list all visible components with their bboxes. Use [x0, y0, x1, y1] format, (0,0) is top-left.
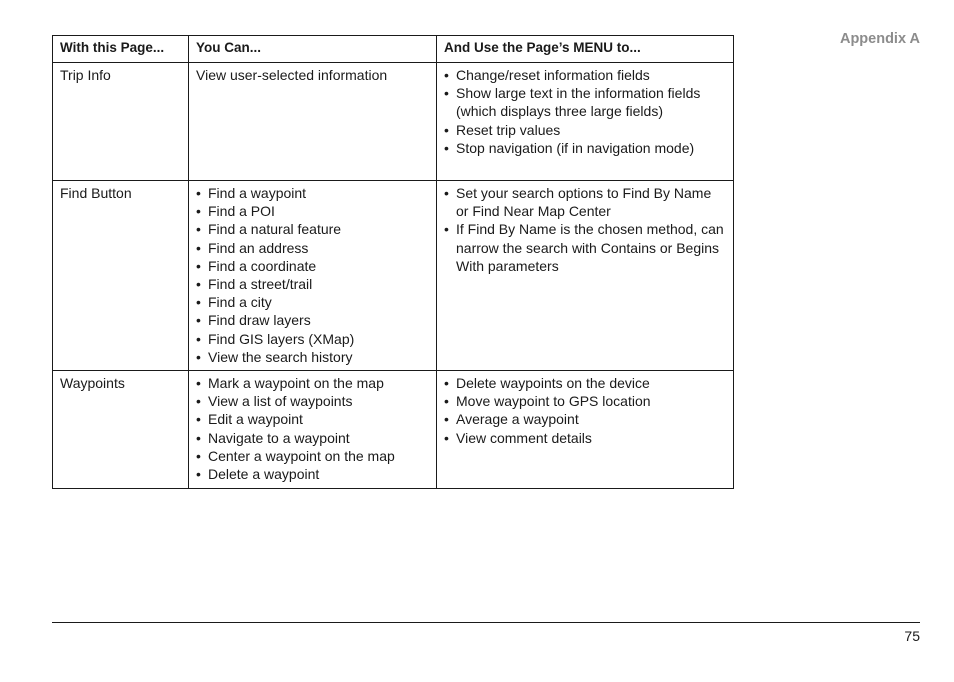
menu-list: [444, 374, 727, 447]
page-cell: Trip Info: [53, 63, 189, 181]
list-item: • Find an address: [196, 239, 430, 257]
table-header-row: [53, 36, 734, 63]
can-list: [196, 374, 430, 483]
table-row: [53, 63, 734, 181]
footer-divider: [52, 622, 920, 623]
list-item: • Set your search options to Find By Name or Find Near Map Center: [444, 184, 727, 220]
column-header-page: With this Page...: [53, 36, 189, 63]
list-item: • Delete a waypoint: [196, 465, 430, 483]
list-item: • Mark a waypoint on the map: [196, 374, 430, 392]
list-item: • Find a city: [196, 293, 430, 311]
can-list: [196, 184, 430, 366]
list-item: • View a list of waypoints: [196, 392, 430, 410]
list-item: • Move waypoint to GPS location: [444, 392, 727, 410]
list-item: • Find a POI: [196, 202, 430, 220]
list-item: • Find a coordinate: [196, 257, 430, 275]
list-item: • Edit a waypoint: [196, 410, 430, 428]
can-cell: View user-selected information: [189, 63, 437, 181]
table-row: [53, 371, 734, 489]
list-item: • View comment details: [444, 429, 727, 447]
list-item: • Show large text in the information fields (which displays three large fields): [444, 84, 727, 120]
page-number: 75: [904, 628, 920, 644]
list-item: • Reset trip values: [444, 121, 727, 139]
menu-cell: [437, 181, 734, 371]
column-header-menu: And Use the Page’s MENU to...: [437, 36, 734, 63]
list-item: • View the search history: [196, 348, 430, 366]
table-row: [53, 181, 734, 371]
page-cell: Find Button: [53, 181, 189, 371]
can-cell: [189, 181, 437, 371]
list-item: • Stop navigation (if in navigation mode): [444, 139, 727, 157]
list-item: • Navigate to a waypoint: [196, 429, 430, 447]
menu-cell: [437, 63, 734, 181]
list-item: • Average a waypoint: [444, 410, 727, 428]
list-item: • Change/reset information fields: [444, 66, 727, 84]
list-item: • Find a waypoint: [196, 184, 430, 202]
can-cell: [189, 371, 437, 489]
list-item: • Center a waypoint on the map: [196, 447, 430, 465]
list-item: • Find GIS layers (XMap): [196, 330, 430, 348]
list-item: • Find a street/trail: [196, 275, 430, 293]
menu-list: [444, 66, 727, 157]
menu-list: [444, 184, 727, 275]
section-label: Appendix A: [839, 31, 920, 47]
menu-cell: [437, 371, 734, 489]
list-item: • If Find By Name is the chosen method, can narrow the search with Contains or Begins With parameters: [444, 220, 727, 275]
list-item: • Find draw layers: [196, 311, 430, 329]
reference-table: [52, 35, 734, 489]
list-item: • Find a natural feature: [196, 220, 430, 238]
list-item: • Delete waypoints on the device: [444, 374, 727, 392]
page-cell: Waypoints: [53, 371, 189, 489]
column-header-can: You Can...: [189, 36, 437, 63]
